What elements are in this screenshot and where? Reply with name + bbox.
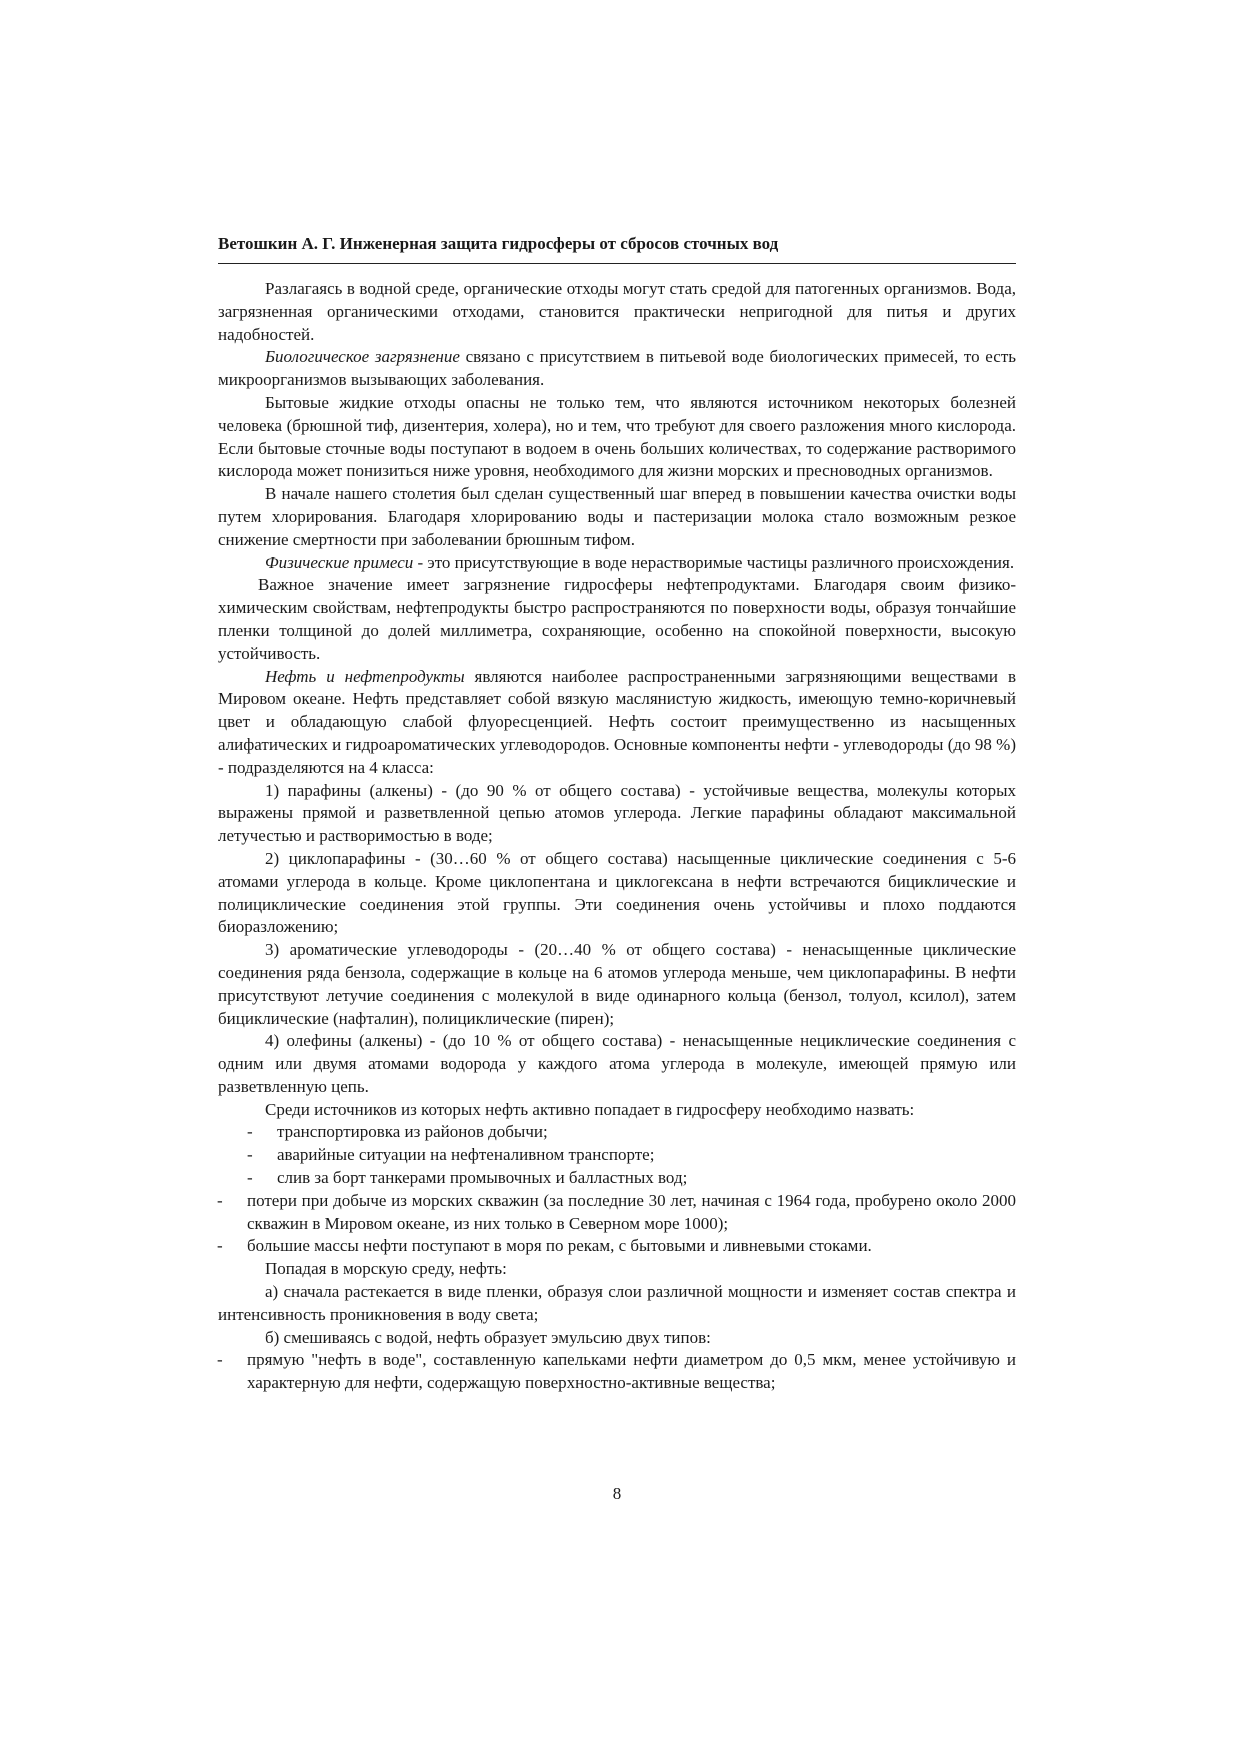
paragraph-physical-impurities bbox=[218, 552, 1016, 575]
paragraph-biological-pollution bbox=[218, 346, 1016, 392]
paragraph-oil-sources-intro: Среди источников из которых нефть активно попадает в гидросферу необходимо назвать: bbox=[265, 1099, 915, 1119]
paragraph-household-waste: Бытовые жидкие отходы опасны не только тем, что являются источником некоторых болезней человека (брюшной тиф, дизентерия, холера), но и тем, что требуют для своего разложения много кислорода. Если бытовые сточные воды поступают в водоем в очень больших количествах, то содержание растворимого кислорода может понизиться ниже уровня, необходимого для жизни морских и пресноводных организмов. bbox=[218, 392, 1016, 481]
list-dash-marker: - bbox=[247, 1145, 253, 1165]
list-item-text: аварийные ситуации на нефтеналивном транспорте; bbox=[277, 1145, 655, 1165]
body-text bbox=[218, 278, 1016, 1395]
paragraph-class-aromatics: 3) ароматические углеводороды - (20…40 % от общего состава) - ненасыщенные циклические соединения ряда бензола, содержащие в кольце на 6 атомов углерода меньше, чем циклопарафины. В нефти присутствуют летучие соединения с молекулой в виде одинарного кольца (бензол, толуол, ксилол), затем бициклические (нафталин), полициклические (пирен); bbox=[218, 940, 1016, 1028]
list-item-source bbox=[218, 1190, 1016, 1236]
list-dash-marker: - bbox=[247, 1122, 253, 1142]
paragraph-class-olefins: 4) олефины (алкены) - (до 10 % от общего состава) - ненасыщенные нециклические соединения с одним или двумя атомами водорода у каждого атома углерода в молекуле, имеющей прямую или разветвленную цепь. bbox=[218, 1031, 1016, 1096]
paragraph-oil-definition bbox=[218, 666, 1016, 780]
list-item-text: транспортировка из районов добычи; bbox=[277, 1122, 548, 1142]
page-number: 8 bbox=[612, 1484, 622, 1503]
paragraph-class-paraffins: 1) парафины (алкены) - (до 90 % от общего состава) - устойчивые вещества, молекулы которых выражены прямой и разветвленной цепью атомов углерода. Легкие парафины обладают максимальной летучестью и растворимостью в воде; bbox=[218, 780, 1016, 846]
list-dash-marker: - bbox=[247, 1168, 253, 1188]
paragraph-oil-definition-text: являются наиболее распространенными загрязняющими веществами в Мировом океане. Нефть представляет собой вязкую маслянистую жидкость, имеющую темно-коричневый цвет и обладающую слабой флуоресценцией. Нефть состоит преимущественно из насыщенных алифатических и гидроароматических углеводородов. Основные компоненты нефти - углеводороды (до 98 %) - подразделяются на 4 класса: bbox=[218, 666, 1016, 777]
paragraph-physical-impurities-text: - это присутствующие в воде нерастворимые частицы различного происхождения. bbox=[413, 552, 1015, 572]
paragraph-biological-pollution-text: связано с присутствием в питьевой воде биологических примесей, то есть микроорганизмов вызывающих заболевания. bbox=[218, 347, 1017, 390]
list-item-text: слив за борт танкерами промывочных и балластных вод; bbox=[277, 1168, 688, 1188]
paragraph-organic-waste: Разлагаясь в водной среде, органические отходы могут стать средой для патогенных организмов. Вода, загрязненная органическими отходами, становится практически непригодной для питья и других надобностей. bbox=[218, 279, 1016, 344]
list-item-source bbox=[218, 1121, 1016, 1144]
list-item-text: потери при добыче из морских скважин (за последние 30 лет, начиная с 1964 года, пробурено около 2000 скважин в Мировом океане, из них только в Северном море 1000); bbox=[247, 1190, 1016, 1233]
list-item-source bbox=[218, 1167, 1016, 1190]
list-dash-marker: - bbox=[217, 1350, 223, 1370]
paragraph-point-a: а) сначала растекается в виде пленки, образуя слои различной мощности и изменяет состав спектра и интенсивность проникновения в воду света; bbox=[218, 1282, 1016, 1324]
list-item-text: большие массы нефти поступают в моря по рекам, с бытовыми и ливневыми стоками. bbox=[247, 1236, 872, 1256]
paragraph-marine-intro: Попадая в морскую среду, нефть: bbox=[265, 1259, 507, 1279]
list-item-source bbox=[218, 1235, 1016, 1258]
paragraph-chlorination: В начале нашего столетия был сделан существенный шаг вперед в повышении качества очистки воды путем хлорирования. Благодаря хлорированию воды и пастеризации молока стало возможным резкое снижение смертности при заболевании брюшным тифом. bbox=[218, 484, 1016, 549]
list-item-emulsion bbox=[218, 1349, 1016, 1395]
list-dash-marker: - bbox=[217, 1236, 223, 1256]
header-rule bbox=[218, 263, 1016, 264]
term-physical-impurities: Физические примеси bbox=[265, 552, 414, 572]
paragraph-class-cycloparaffins: 2) циклопарафины - (30…60 % от общего состава) насыщенные циклические соединения с 5-6 атомами углерода в кольце. Кроме циклопентана и циклогексана в нефти встречаются бициклические и полициклические соединения этой группы. Эти соединения очень устойчивы и плохо поддаются биоразложению; bbox=[218, 848, 1016, 937]
term-biological-pollution: Биологическое загрязнение bbox=[265, 347, 460, 367]
list-dash-marker: - bbox=[217, 1190, 223, 1210]
paragraph-oil-products: Важное значение имеет загрязнение гидросферы нефтепродуктами. Благодаря своим физико-химическим свойствам, нефтепродукты быстро распространяются по поверхности воды, образуя тончайшие пленки толщиной до долей миллиметра, сохраняющие, особенно на спокойной поверхности, высокую устойчивость. bbox=[218, 575, 1016, 663]
term-oil-and-oil-products: Нефть и нефтепродукты bbox=[265, 666, 465, 686]
paragraph-point-b: б) смешиваясь с водой, нефть образует эмульсию двух типов: bbox=[265, 1327, 711, 1347]
list-item-source bbox=[218, 1144, 1016, 1167]
list-item-text: прямую "нефть в воде", составленную капельками нефти диаметром до 0,5 мкм, менее устойчивую и характерную для нефти, содержащую поверхностно-активные вещества; bbox=[247, 1350, 1016, 1393]
document-page bbox=[218, 0, 1016, 1755]
running-header: Ветошкин А. Г. Инженерная защита гидросферы от сбросов сточных вод bbox=[218, 234, 779, 253]
